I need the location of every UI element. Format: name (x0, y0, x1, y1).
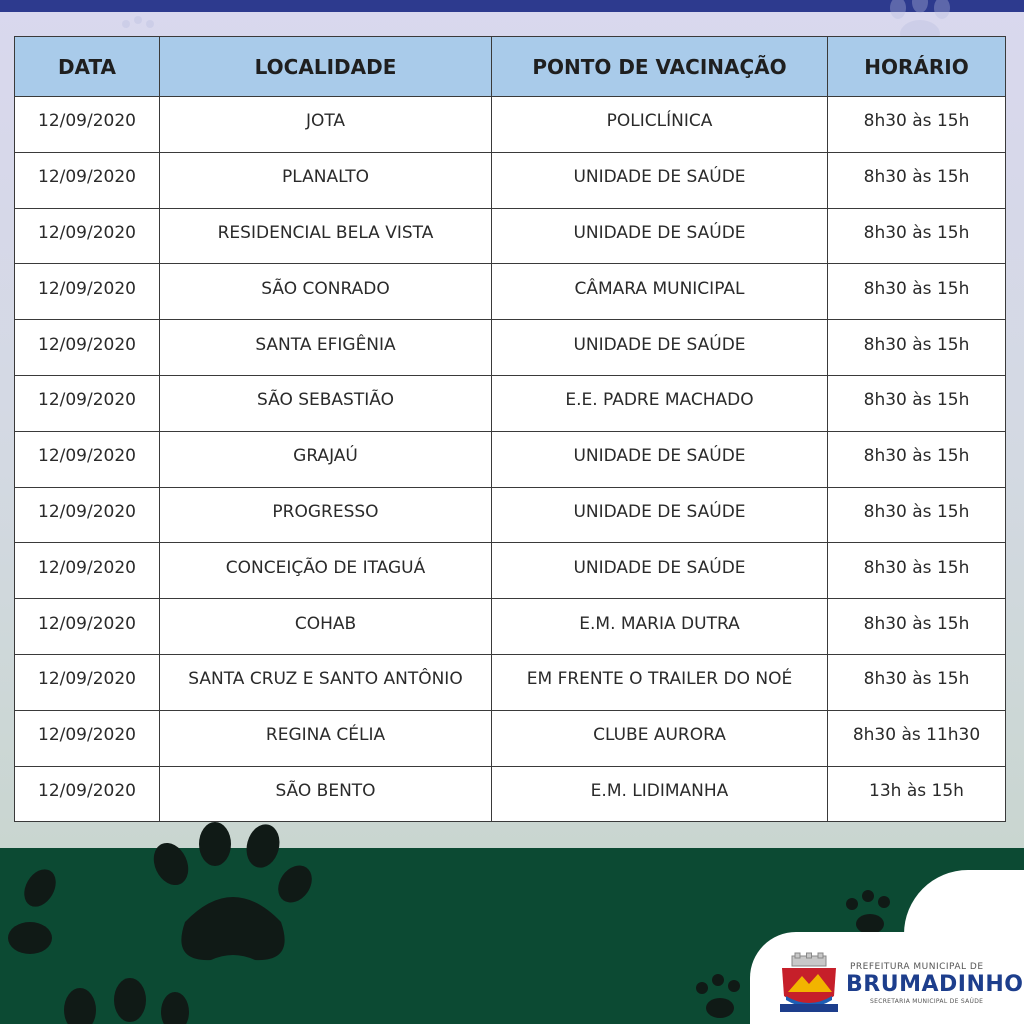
table-row (15, 766, 1006, 822)
cell-localidade: CONCEIÇÃO DE ITAGUÁ (160, 543, 492, 599)
table-row (15, 710, 1006, 766)
cell-horario: 8h30 às 15h (828, 152, 1006, 208)
cell-horario: 8h30 às 15h (828, 487, 1006, 543)
table-row (15, 264, 1006, 320)
cell-data: 12/09/2020 (15, 431, 160, 487)
cell-localidade: REGINA CÉLIA (160, 710, 492, 766)
table-header-row (15, 37, 1006, 97)
cell-ponto-de-vacinacao: POLICLÍNICA (492, 97, 828, 153)
cell-horario: 8h30 às 15h (828, 654, 1006, 710)
cell-ponto-de-vacinacao: CLUBE AURORA (492, 710, 828, 766)
cell-localidade: SÃO BENTO (160, 766, 492, 822)
cell-data: 12/09/2020 (15, 208, 160, 264)
cell-horario: 8h30 às 11h30 (828, 710, 1006, 766)
cell-horario: 8h30 às 15h (828, 97, 1006, 153)
municipal-crest-icon (778, 952, 840, 1014)
cell-ponto-de-vacinacao: UNIDADE DE SAÚDE (492, 208, 828, 264)
cell-localidade: JOTA (160, 97, 492, 153)
cell-data: 12/09/2020 (15, 320, 160, 376)
cell-data: 12/09/2020 (15, 543, 160, 599)
table-row (15, 375, 1006, 431)
cell-data: 12/09/2020 (15, 97, 160, 153)
cell-horario: 8h30 às 15h (828, 543, 1006, 599)
cell-data: 12/09/2020 (15, 487, 160, 543)
cell-horario: 8h30 às 15h (828, 208, 1006, 264)
cell-data: 12/09/2020 (15, 710, 160, 766)
paw-print-icon (60, 970, 190, 1024)
cell-data: 12/09/2020 (15, 264, 160, 320)
cell-ponto-de-vacinacao: UNIDADE DE SAÚDE (492, 543, 828, 599)
paw-print-icon (118, 14, 158, 34)
header-horario: HORÁRIO (828, 37, 1006, 97)
cell-localidade: RESIDENCIAL BELA VISTA (160, 208, 492, 264)
header-localidade: LOCALIDADE (160, 37, 492, 97)
header-data: DATA (15, 37, 160, 97)
paw-print-icon (145, 822, 325, 972)
cell-ponto-de-vacinacao: E.E. PADRE MACHADO (492, 375, 828, 431)
table-row (15, 152, 1006, 208)
top-strip (0, 0, 1024, 12)
vaccination-schedule-table (14, 36, 1006, 822)
cell-localidade: PROGRESSO (160, 487, 492, 543)
cell-data: 12/09/2020 (15, 152, 160, 208)
table-row (15, 654, 1006, 710)
cell-horario: 13h às 15h (828, 766, 1006, 822)
city-name: BRUMADINHO (846, 972, 1024, 997)
table-row (15, 97, 1006, 153)
table-row (15, 208, 1006, 264)
cell-localidade: COHAB (160, 599, 492, 655)
cell-data: 12/09/2020 (15, 599, 160, 655)
secretaria-label: SECRETARIA MUNICIPAL DE SAÚDE (870, 998, 984, 1005)
cell-ponto-de-vacinacao: UNIDADE DE SAÚDE (492, 320, 828, 376)
cell-horario: 8h30 às 15h (828, 431, 1006, 487)
cell-horario: 8h30 às 15h (828, 264, 1006, 320)
cell-localidade: GRAJAÚ (160, 431, 492, 487)
paw-print-icon (840, 888, 900, 938)
prefeitura-label: PREFEITURA MUNICIPAL DE (850, 962, 984, 972)
table-row (15, 599, 1006, 655)
cell-ponto-de-vacinacao: UNIDADE DE SAÚDE (492, 487, 828, 543)
cell-localidade: SÃO SEBASTIÃO (160, 375, 492, 431)
paw-print-icon (690, 972, 750, 1022)
cell-ponto-de-vacinacao: E.M. MARIA DUTRA (492, 599, 828, 655)
table-row (15, 543, 1006, 599)
cell-ponto-de-vacinacao: EM FRENTE O TRAILER DO NOÉ (492, 654, 828, 710)
table-row (15, 320, 1006, 376)
table-row (15, 487, 1006, 543)
cell-horario: 8h30 às 15h (828, 599, 1006, 655)
cell-data: 12/09/2020 (15, 375, 160, 431)
cell-localidade: SANTA EFIGÊNIA (160, 320, 492, 376)
prefeitura-logo (750, 932, 1024, 1024)
cell-localidade: SÃO CONRADO (160, 264, 492, 320)
cell-localidade: PLANALTO (160, 152, 492, 208)
cell-horario: 8h30 às 15h (828, 375, 1006, 431)
table-row (15, 431, 1006, 487)
header-ponto-de-vacinacao: PONTO DE VACINAÇÃO (492, 37, 828, 97)
cell-data: 12/09/2020 (15, 654, 160, 710)
cell-ponto-de-vacinacao: UNIDADE DE SAÚDE (492, 431, 828, 487)
cell-horario: 8h30 às 15h (828, 320, 1006, 376)
paw-print-icon (0, 848, 70, 958)
cell-ponto-de-vacinacao: CÂMARA MUNICIPAL (492, 264, 828, 320)
cell-localidade: SANTA CRUZ E SANTO ANTÔNIO (160, 654, 492, 710)
cell-ponto-de-vacinacao: E.M. LIDIMANHA (492, 766, 828, 822)
cell-data: 12/09/2020 (15, 766, 160, 822)
cell-ponto-de-vacinacao: UNIDADE DE SAÚDE (492, 152, 828, 208)
